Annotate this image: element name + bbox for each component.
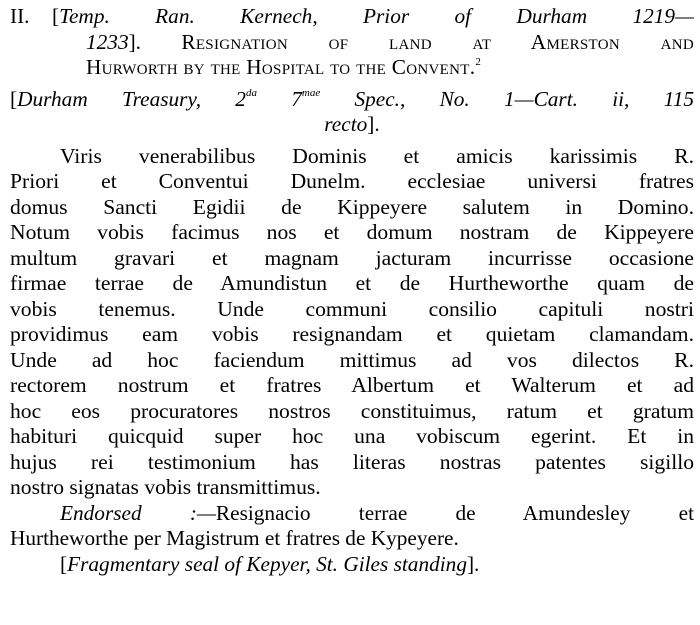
endorsed-label: Endorsed :—	[60, 500, 216, 525]
charter-title-part-1: Resignation of land at Amerston and	[181, 29, 694, 54]
source-line-1	[10, 87, 694, 113]
source-text-a: Durham Treasury, 2	[17, 86, 246, 111]
charter-heading	[10, 4, 694, 81]
date-bracket-open: [	[52, 4, 60, 28]
body-line: vobis tenemus. Unde communi consilio capituli nostri	[10, 296, 694, 321]
body-line: Priori et Conventui Dunelm. ecclesiae universi fratres	[10, 169, 694, 193]
charter-date: Temp. Ran. Kernech, Prior of Durham 1219—	[59, 4, 694, 28]
source-bracket-close: ].	[367, 112, 380, 136]
body-line: domus Sancti Egidii de Kippeyere salutem in Domino.	[10, 194, 694, 219]
body-line: Viris venerabilibus Dominis et amicis karissimis R.	[60, 143, 694, 168]
body-line: providimus eam vobis resignandam et quietam clamandam.	[10, 322, 694, 346]
charter-body	[10, 144, 694, 501]
body-line: Notum vobis facimus nos et domum nostram de Kippeyere	[10, 220, 694, 244]
seal-bracket-close: ].	[466, 551, 480, 576]
body-line: rectorem nostrum et fratres Albertum et Walterum et ad	[10, 373, 694, 397]
charter-date-continued: 1233	[86, 29, 129, 54]
charter-title-part-2: Hurworth by the Hospital to the Convent.	[86, 55, 476, 79]
source-text-b: 7	[256, 86, 302, 111]
source-recto: recto	[324, 112, 368, 136]
body-line: Unde ad hoc faciendum mittimus ad vos dilectos R.	[10, 347, 694, 372]
body-line: hoc eos procuratores nostros constituimus, ratum et gratum	[10, 398, 694, 423]
body-line: habituri quicquid super hoc una vobiscum egerint. Et in	[10, 424, 694, 448]
body-line: firmae terrae de Amundistun et de Hurtheworthe quam de	[10, 271, 694, 295]
body-line: hujus rei testimonium has literas nostras patentes sigillo	[10, 449, 694, 474]
source-bracket-open: [	[10, 86, 18, 111]
body-line: nostro signatas vobis transmittimus.	[10, 475, 321, 499]
source-sup-2: mae	[301, 87, 321, 100]
footnote-mark: 2	[475, 55, 481, 68]
seal-line	[10, 552, 694, 578]
heading-line-2	[10, 30, 694, 56]
source-citation	[10, 87, 694, 138]
seal-bracket-open: [	[60, 551, 68, 576]
source-line-2	[10, 112, 694, 138]
heading-line-3	[10, 55, 694, 81]
charter-number: II.	[10, 4, 30, 28]
source-sup-1: da	[245, 87, 257, 100]
endorsed-text-1: Resignacio terrae de Amundesley et	[215, 500, 694, 525]
seal-note	[10, 552, 694, 578]
endorsement	[10, 501, 694, 552]
heading-line-1	[10, 4, 694, 30]
document-page	[10, 4, 694, 577]
source-text-c: Spec., No. 1—Cart. ii, 115	[320, 86, 695, 111]
seal-text: Fragmentary seal of Kepyer, St. Giles standing	[67, 551, 467, 576]
endorsement-line-2: Hurtheworthe per Magistrum et fratres de Kypeyere.	[10, 526, 459, 550]
body-line: multum gravari et magnam jacturam incurrisse occasione	[10, 245, 694, 270]
endorsement-line-1	[10, 501, 694, 527]
date-bracket-close: ].	[128, 29, 142, 54]
